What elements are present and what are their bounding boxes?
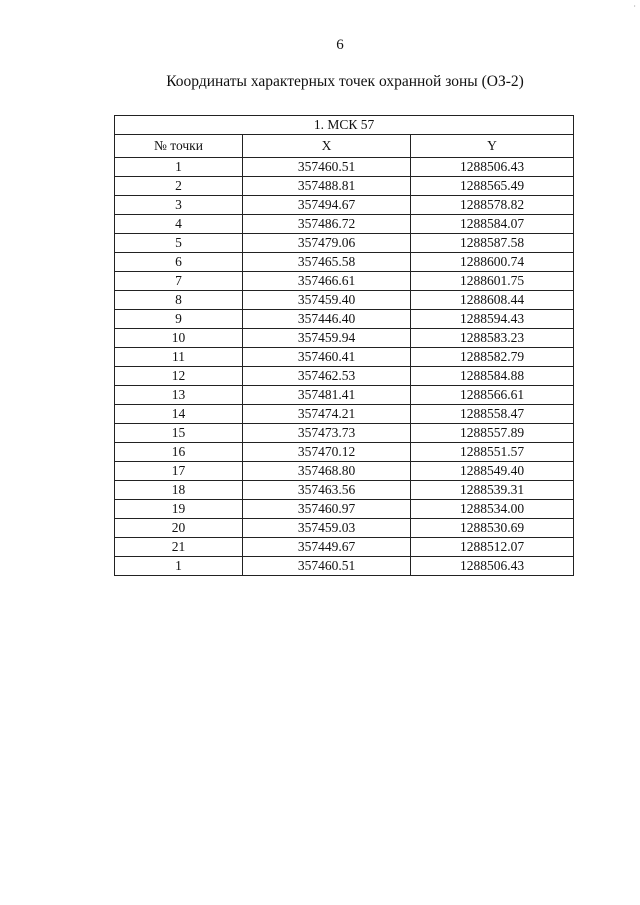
table-row	[115, 310, 574, 329]
table-row	[115, 272, 574, 291]
table-row	[115, 519, 574, 538]
point-number-cell: 5	[115, 234, 243, 253]
y-coordinate-cell: 1288582.79	[411, 348, 574, 367]
point-number-cell: 15	[115, 424, 243, 443]
table-row	[115, 386, 574, 405]
page-title: Координаты характерных точек охранной зоны (ОЗ-2)	[166, 73, 524, 90]
point-number-cell: 10	[115, 329, 243, 348]
table-row	[115, 500, 574, 519]
y-coordinate-cell: 1288601.75	[411, 272, 574, 291]
x-coordinate-cell: 357481.41	[243, 386, 411, 405]
x-coordinate-cell: 357460.97	[243, 500, 411, 519]
x-coordinate-cell: 357446.40	[243, 310, 411, 329]
x-coordinate-cell: 357460.51	[243, 557, 411, 576]
y-coordinate-cell: 1288539.31	[411, 481, 574, 500]
y-coordinate-cell: 1288549.40	[411, 462, 574, 481]
y-coordinate-cell: 1288530.69	[411, 519, 574, 538]
x-coordinate-cell: 357479.06	[243, 234, 411, 253]
table-row	[115, 196, 574, 215]
x-coordinate-cell: 357474.21	[243, 405, 411, 424]
table-row	[115, 557, 574, 576]
x-coordinate-cell: 357460.41	[243, 348, 411, 367]
point-number-cell: 11	[115, 348, 243, 367]
point-number-cell: 3	[115, 196, 243, 215]
table-row	[115, 234, 574, 253]
x-coordinate-cell: 357459.40	[243, 291, 411, 310]
y-coordinate-cell: 1288551.57	[411, 443, 574, 462]
x-coordinate-cell: 357460.51	[243, 158, 411, 177]
point-number-cell: 2	[115, 177, 243, 196]
point-number-cell: 19	[115, 500, 243, 519]
point-number-cell: 18	[115, 481, 243, 500]
y-coordinate-cell: 1288584.07	[411, 215, 574, 234]
y-coordinate-cell: 1288584.88	[411, 367, 574, 386]
table-row	[115, 424, 574, 443]
corner-mark: ·	[633, 2, 636, 11]
x-coordinate-cell: 357459.03	[243, 519, 411, 538]
point-number-cell: 20	[115, 519, 243, 538]
table-row	[115, 443, 574, 462]
table-row	[115, 481, 574, 500]
point-number-cell: 21	[115, 538, 243, 557]
y-coordinate-cell: 1288565.49	[411, 177, 574, 196]
x-coordinate-cell: 357462.53	[243, 367, 411, 386]
y-coordinate-cell: 1288587.58	[411, 234, 574, 253]
coordinate-system-row	[115, 116, 574, 135]
x-coordinate-cell: 357488.81	[243, 177, 411, 196]
y-coordinate-cell: 1288608.44	[411, 291, 574, 310]
point-number-cell: 7	[115, 272, 243, 291]
point-number-cell: 9	[115, 310, 243, 329]
y-coordinate-cell: 1288506.43	[411, 557, 574, 576]
table-row	[115, 348, 574, 367]
page-number: 6	[336, 37, 344, 53]
table-row	[115, 158, 574, 177]
point-number-cell: 16	[115, 443, 243, 462]
x-coordinate-cell: 357459.94	[243, 329, 411, 348]
point-number-cell: 17	[115, 462, 243, 481]
y-coordinate-cell: 1288600.74	[411, 253, 574, 272]
coordinate-system-label: 1. МСК 57	[115, 116, 574, 135]
y-coordinate-cell: 1288578.82	[411, 196, 574, 215]
x-coordinate-cell: 357466.61	[243, 272, 411, 291]
x-coordinate-cell: 357449.67	[243, 538, 411, 557]
header-point-number: № точки	[115, 135, 243, 158]
table-row	[115, 215, 574, 234]
y-coordinate-cell: 1288512.07	[411, 538, 574, 557]
point-number-cell: 12	[115, 367, 243, 386]
point-number-cell: 1	[115, 557, 243, 576]
y-coordinate-cell: 1288534.00	[411, 500, 574, 519]
table-row	[115, 367, 574, 386]
point-number-cell: 4	[115, 215, 243, 234]
y-coordinate-cell: 1288594.43	[411, 310, 574, 329]
x-coordinate-cell: 357486.72	[243, 215, 411, 234]
y-coordinate-cell: 1288506.43	[411, 158, 574, 177]
table-row	[115, 291, 574, 310]
point-number-cell: 1	[115, 158, 243, 177]
y-coordinate-cell: 1288566.61	[411, 386, 574, 405]
x-coordinate-cell: 357468.80	[243, 462, 411, 481]
point-number-cell: 13	[115, 386, 243, 405]
header-y: Y	[411, 135, 574, 158]
point-number-cell: 6	[115, 253, 243, 272]
x-coordinate-cell: 357494.67	[243, 196, 411, 215]
table-row	[115, 538, 574, 557]
y-coordinate-cell: 1288557.89	[411, 424, 574, 443]
table-row	[115, 177, 574, 196]
table-row	[115, 462, 574, 481]
coordinates-table	[114, 115, 574, 576]
header-x: X	[243, 135, 411, 158]
table-row	[115, 253, 574, 272]
y-coordinate-cell: 1288558.47	[411, 405, 574, 424]
table-row	[115, 329, 574, 348]
y-coordinate-cell: 1288583.23	[411, 329, 574, 348]
point-number-cell: 8	[115, 291, 243, 310]
x-coordinate-cell: 357470.12	[243, 443, 411, 462]
x-coordinate-cell: 357465.58	[243, 253, 411, 272]
x-coordinate-cell: 357463.56	[243, 481, 411, 500]
table-header-row	[115, 135, 574, 158]
x-coordinate-cell: 357473.73	[243, 424, 411, 443]
table-body	[115, 158, 574, 576]
point-number-cell: 14	[115, 405, 243, 424]
table-row	[115, 405, 574, 424]
